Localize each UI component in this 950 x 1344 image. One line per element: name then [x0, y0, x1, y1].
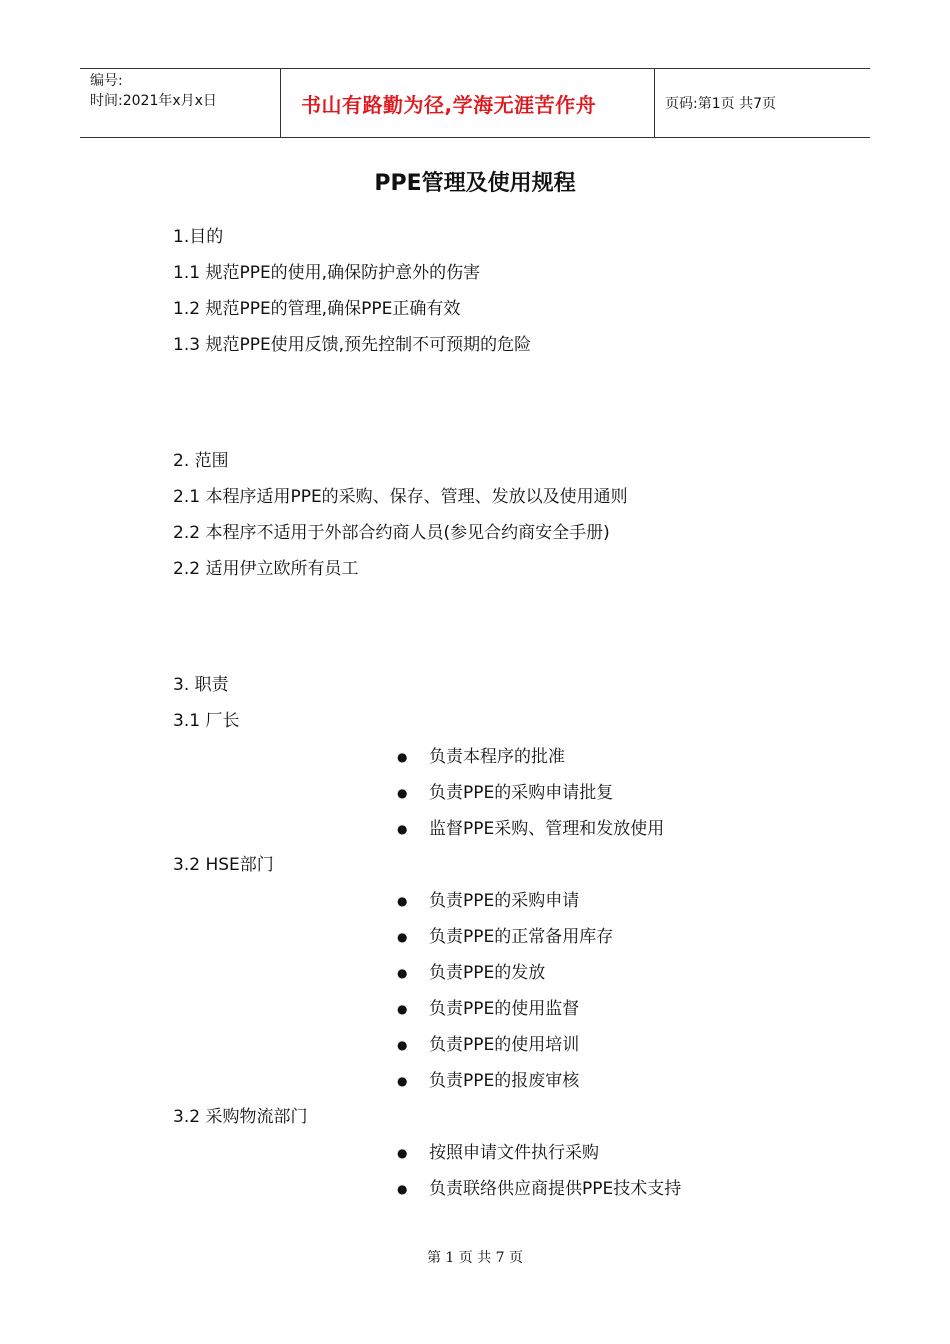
bullet-icon: ●: [397, 894, 408, 908]
section-1-2: 1.2 规范PPE的管理,确保PPE正确有效: [173, 299, 461, 319]
section-1-heading: 1.目的: [173, 227, 224, 247]
list-item: ● 负责PPE的使用监督: [397, 999, 580, 1019]
bullet-icon: ●: [397, 750, 408, 764]
list-item: ● 按照申请文件执行采购: [397, 1143, 599, 1163]
list-item: ● 监督PPE采购、管理和发放使用: [397, 819, 665, 839]
bullet-icon: ●: [397, 966, 408, 980]
section-3-1: 3.1 厂长: [173, 711, 240, 731]
section-3-2-purchasing: 3.2 采购物流部门: [173, 1107, 308, 1127]
header-time-label: 时间:2021年x月x日: [90, 93, 217, 109]
page-footer: 第 1 页 共 7 页: [426, 1250, 524, 1266]
bullet-icon: ●: [397, 786, 408, 800]
list-item: ● 负责PPE的报废审核: [397, 1071, 580, 1091]
list-item: ● 负责PPE的采购申请: [397, 891, 580, 911]
list-item: ● 负责PPE的使用培训: [397, 1035, 580, 1055]
list-item: ● 负责本程序的批准: [397, 747, 565, 767]
bullet-icon: ●: [397, 1182, 408, 1196]
header-meta: [80, 69, 281, 137]
bullet-icon: ●: [397, 822, 408, 836]
section-1-3: 1.3 规范PPE使用反馈,预先控制不可预期的危险: [173, 335, 532, 355]
bullet-icon: ●: [397, 1038, 408, 1052]
header-motto: 书山有路勤为径,学海无涯苦作舟: [281, 69, 655, 137]
list-item: ● 负责PPE的发放: [397, 963, 546, 983]
list-item: ● 负责联络供应商提供PPE技术支持: [397, 1179, 682, 1199]
list-item: ● 负责PPE的采购申请批复: [397, 783, 614, 803]
section-2-2b: 2.2 适用伊立欧所有员工: [173, 559, 359, 579]
header-page-info: 页码:第1页 共7页: [665, 96, 776, 112]
section-2-1: 2.1 本程序适用PPE的采购、保存、管理、发放以及使用通则: [173, 487, 628, 507]
list-item: ● 负责PPE的正常备用库存: [397, 927, 614, 947]
section-2-2a: 2.2 本程序不适用于外部合约商人员(参见合约商安全手册): [173, 523, 610, 543]
document-header: [80, 68, 870, 138]
bullet-icon: ●: [397, 930, 408, 944]
header-code-label: 编号:: [90, 73, 123, 89]
bullet-icon: ●: [397, 1146, 408, 1160]
section-1-1: 1.1 规范PPE的使用,确保防护意外的伤害: [173, 263, 481, 283]
section-2-heading: 2. 范围: [173, 451, 229, 471]
bullet-icon: ●: [397, 1074, 408, 1088]
section-3-heading: 3. 职责: [173, 675, 229, 695]
section-3-2-hse: 3.2 HSE部门: [173, 855, 274, 875]
document-title: PPE管理及使用规程: [374, 171, 576, 196]
bullet-icon: ●: [397, 1002, 408, 1016]
